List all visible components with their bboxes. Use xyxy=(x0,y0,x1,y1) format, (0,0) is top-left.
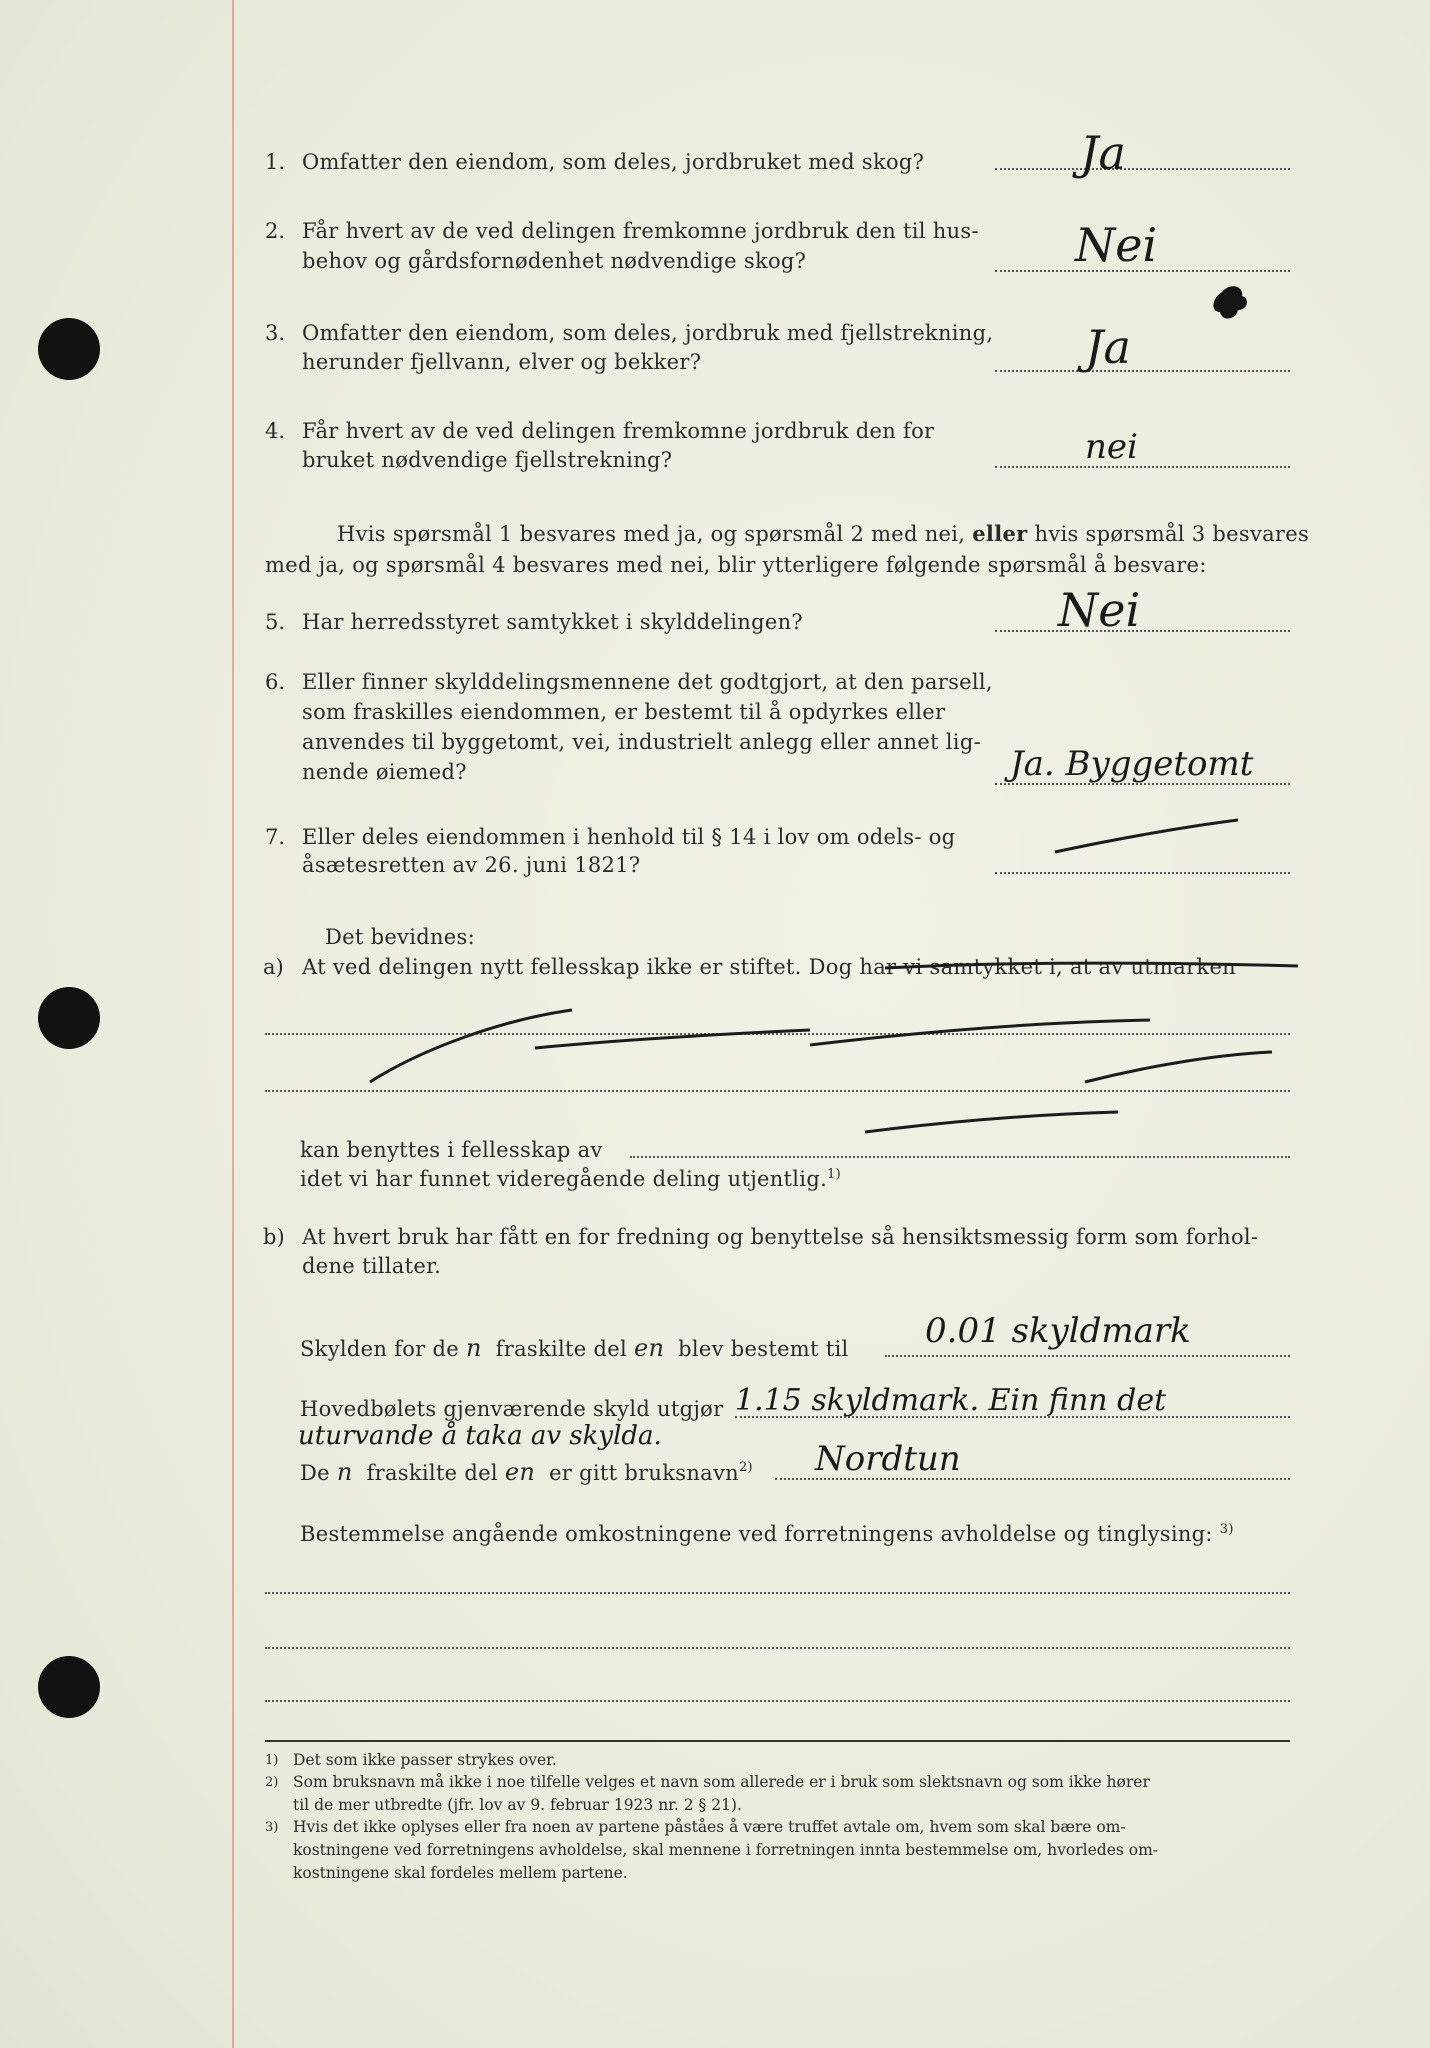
item-label-a: a) xyxy=(263,955,284,979)
ink-blot xyxy=(1213,286,1247,318)
certify-note: idet vi har funnet videregående deling utjentlig.$^{1)}$ xyxy=(300,1167,841,1191)
answer-handwriting: nei xyxy=(1085,427,1138,467)
cancel-stroke xyxy=(810,1020,1150,1045)
skyld-value-handwriting: 0.01 skyldmark xyxy=(925,1311,1191,1351)
question-text: behov og gårdsfornødenhet nødvendige skog? xyxy=(302,249,807,273)
certify-b-text: At hvert bruk har fått en for fredning og benyttelse så hensiktsmessig form som forhol- xyxy=(302,1225,1259,1249)
question-text: Eller deles eiendommen i henhold til § 14 i lov om odels- og xyxy=(302,825,956,849)
answer-handwriting: Ja xyxy=(1085,320,1131,374)
question-text: Får hvert av de ved delingen fremkomne jordbruk den for xyxy=(302,419,935,443)
question-text: Omfatter den eiendom, som deles, jordbruk med fjellstrekning, xyxy=(302,321,994,345)
certify-shared-text: kan benyttes i fellesskap av xyxy=(300,1138,603,1162)
certify-a-text: At ved delingen nytt fellesskap ikke er stiftet. Dog har vi samtykket i, at av utmarken xyxy=(302,955,1237,979)
question-text: Har herredsstyret samtykket i skylddelingen? xyxy=(302,610,803,634)
question-text: anvendes til byggetomt, vei, industrielt anlegg eller annet lig- xyxy=(302,730,981,754)
cancel-stroke xyxy=(1055,820,1238,852)
cancel-stroke xyxy=(1085,1052,1272,1082)
footnote-text: til de mer utbredte (jfr. lov av 9. februar 1923 nr. 2 § 21). xyxy=(293,1796,742,1814)
cancel-stroke xyxy=(535,1030,810,1048)
footnote-text: kostningene skal fordeles mellem partene. xyxy=(293,1864,628,1882)
question-number: 1. xyxy=(265,150,286,174)
answer-handwriting: Ja xyxy=(1080,126,1126,180)
footnote-text: Hvis det ikke oplyses eller fra noen av partene påståes å være truffet avtale om, hvem som skal bære om- xyxy=(293,1818,1126,1836)
certify-b-text: dene tillater. xyxy=(302,1254,442,1278)
question-number: 5. xyxy=(265,610,286,634)
answer-handwriting: Ja. Byggetomt xyxy=(1010,744,1254,784)
footnote-number: 1) xyxy=(265,1753,279,1768)
question-text: Eller finner skylddelingsmennene det godtgjort, at den parsell, xyxy=(302,670,993,694)
question-number: 3. xyxy=(265,321,286,345)
certify-heading: Det bevidnes: xyxy=(325,925,475,949)
question-text: som fraskilles eiendommen, er bestemt til å opdyrkes eller xyxy=(302,700,946,724)
question-text: bruket nødvendige fjellstrekning? xyxy=(302,448,673,472)
question-number: 6. xyxy=(265,670,286,694)
hoved-value-handwriting: uturvande å taka av skylda. xyxy=(298,1421,662,1451)
question-text: åsætesretten av 26. juni 1821? xyxy=(302,853,641,877)
bestemmelse-text: Bestemmelse angående omkostningene ved forretningens avholdelse og tinglysing: $^{3)}$ xyxy=(300,1522,1234,1546)
question-text: Får hvert av de ved delingen fremkomne jordbruk den til hus- xyxy=(302,219,979,243)
cancel-stroke xyxy=(865,1112,1118,1132)
skyld-text: Skylden for de n fraskilte del en blev bestemt til xyxy=(300,1334,849,1362)
conditional-text: med ja, og spørsmål 4 besvares med nei, blir ytterligere følgende spørsmål å besvare: xyxy=(265,553,1207,577)
question-number: 2. xyxy=(265,219,286,243)
footnote-text: kostningene ved forretningens avholdelse, skal mennene i forretningen innta bestemmelse om, hvorledes om- xyxy=(293,1841,1159,1859)
footnote-text: Det som ikke passer strykes over. xyxy=(293,1751,557,1769)
hoved-value-handwriting: 1.15 skyldmark. Ein finn det xyxy=(735,1383,1167,1418)
hoved-label: Hovedbølets gjenværende skyld utgjør xyxy=(300,1397,724,1421)
question-text: Omfatter den eiendom, som deles, jordbruket med skog? xyxy=(302,150,925,174)
answer-handwriting: Nei xyxy=(1075,218,1158,272)
bruksnavn-handwriting: Nordtun xyxy=(815,1439,961,1479)
footnote-number: 2) xyxy=(265,1775,279,1790)
conditional-text: Hvis spørsmål 1 besvares med ja, og spørsmål 2 med nei, eller hvis spørsmål 3 besvares xyxy=(337,521,1310,546)
item-label-b: b) xyxy=(263,1225,285,1249)
strike-through-stroke xyxy=(885,963,1298,968)
footnote-text: Som bruksnavn må ikke i noe tilfelle velges et navn som allerede er i bruk som slektsnavn og som ikke hører xyxy=(293,1773,1150,1791)
question-text: herunder fjellvann, elver og bekker? xyxy=(302,350,702,374)
question-number: 4. xyxy=(265,419,286,443)
question-number: 7. xyxy=(265,825,286,849)
answer-handwriting: Nei xyxy=(1058,583,1141,637)
footnote-number: 3) xyxy=(265,1820,279,1835)
bruksnavn-text: De n fraskilte del en er gitt bruksnavn$^{2)}$ xyxy=(300,1458,753,1486)
question-text: nende øiemed? xyxy=(302,760,467,784)
